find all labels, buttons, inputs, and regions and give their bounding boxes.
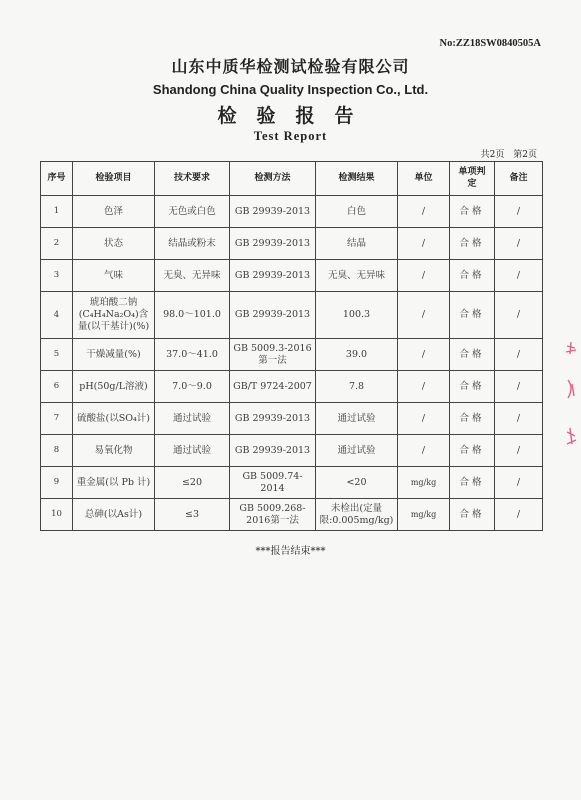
item-verdict: 合格 — [450, 467, 495, 499]
row-number: 1 — [41, 196, 73, 228]
item-verdict: 合格 — [450, 371, 495, 403]
remark: / — [495, 467, 543, 499]
row-number: 7 — [41, 403, 73, 435]
technical-requirement: 通过试验 — [155, 403, 230, 435]
unit: / — [398, 292, 450, 339]
remark: / — [495, 371, 543, 403]
column-header: 技术要求 — [155, 162, 230, 196]
unit: / — [398, 196, 450, 228]
remark: / — [495, 260, 543, 292]
test-method: GB 5009.3-2016第一法 — [230, 339, 316, 371]
report-title-en: Test Report — [253, 129, 328, 143]
report-number: No:ZZ18SW0840505A — [439, 38, 541, 49]
test-result: 未检出(定量限:0.005mg/kg) — [316, 499, 398, 531]
test-method: GB/T 9724-2007 — [230, 371, 316, 403]
table-row — [41, 371, 543, 403]
column-header: 序号 — [41, 162, 73, 196]
test-item: 琥珀酸二钠(C₄H₄Na₂O₄)含量(以干基计)(%) — [73, 292, 155, 339]
row-number: 6 — [41, 371, 73, 403]
test-method: GB 5009.268-2016第一法 — [230, 499, 316, 531]
test-method: GB 29939-2013 — [230, 260, 316, 292]
item-verdict: 合格 — [450, 403, 495, 435]
technical-requirement: 结晶或粉末 — [155, 228, 230, 260]
remark: / — [495, 339, 543, 371]
results-table — [40, 161, 543, 531]
test-method: GB 29939-2013 — [230, 292, 316, 339]
item-verdict: 合格 — [450, 435, 495, 467]
test-result: 结晶 — [316, 228, 398, 260]
item-verdict: 合格 — [450, 339, 495, 371]
unit: mg/kg — [398, 467, 450, 499]
column-header: 检验项目 — [73, 162, 155, 196]
item-verdict: 合格 — [450, 292, 495, 339]
test-item: 色泽 — [73, 196, 155, 228]
test-method: GB 5009.74-2014 — [230, 467, 316, 499]
remark: / — [495, 196, 543, 228]
item-verdict: 合格 — [450, 260, 495, 292]
technical-requirement: 37.0～41.0 — [155, 339, 230, 371]
column-header: 单项判定 — [450, 162, 495, 196]
item-verdict: 合格 — [450, 499, 495, 531]
technical-requirement: 7.0～9.0 — [155, 371, 230, 403]
company-name-en: Shandong China Quality Inspection Co., Ltd. — [152, 82, 429, 97]
test-item: 气味 — [73, 260, 155, 292]
remark: / — [495, 228, 543, 260]
test-method: GB 29939-2013 — [230, 228, 316, 260]
technical-requirement: ≤3 — [155, 499, 230, 531]
test-item: 易氧化物 — [73, 435, 155, 467]
remark: / — [495, 292, 543, 339]
row-number: 9 — [41, 467, 73, 499]
test-result: 7.8 — [316, 371, 398, 403]
test-item: 硫酸盐(以SO₄计) — [73, 403, 155, 435]
table-row — [41, 196, 543, 228]
test-result: <20 — [316, 467, 398, 499]
report-title-cn: 检验报告 — [217, 105, 374, 127]
company-name-cn: 山东中质华检测试检验有限公司 — [171, 57, 410, 76]
unit: / — [398, 228, 450, 260]
test-item: pH(50g/L溶液) — [73, 371, 155, 403]
row-number: 2 — [41, 228, 73, 260]
technical-requirement: 通过试验 — [155, 435, 230, 467]
test-result: 100.3 — [316, 292, 398, 339]
remark: / — [495, 435, 543, 467]
unit: mg/kg — [398, 499, 450, 531]
test-item: 总砷(以As计) — [73, 499, 155, 531]
table-header-row — [41, 162, 543, 196]
item-verdict: 合格 — [450, 196, 495, 228]
column-header: 检测方法 — [230, 162, 316, 196]
row-number: 8 — [41, 435, 73, 467]
table-row — [41, 260, 543, 292]
column-header: 单位 — [398, 162, 450, 196]
test-result: 白色 — [316, 196, 398, 228]
page-count: 共2页 第2页 — [480, 150, 537, 160]
table-row — [41, 339, 543, 371]
column-header: 检测结果 — [316, 162, 398, 196]
unit: / — [398, 260, 450, 292]
report-end-mark: ***报告结束*** — [255, 546, 326, 557]
row-number: 5 — [41, 339, 73, 371]
test-method: GB 29939-2013 — [230, 196, 316, 228]
test-item: 重金属(以 Pb 计) — [73, 467, 155, 499]
table-row — [41, 467, 543, 499]
row-number: 3 — [41, 260, 73, 292]
test-item: 干燥减量(%) — [73, 339, 155, 371]
table-row — [41, 435, 543, 467]
unit: / — [398, 435, 450, 467]
row-number: 4 — [41, 292, 73, 339]
remark: / — [495, 499, 543, 531]
test-method: GB 29939-2013 — [230, 435, 316, 467]
unit: / — [398, 371, 450, 403]
test-item: 状态 — [73, 228, 155, 260]
seal-stamp-fragment — [564, 340, 578, 460]
technical-requirement: 98.0～101.0 — [155, 292, 230, 339]
table-row — [41, 228, 543, 260]
unit: / — [398, 403, 450, 435]
table-row — [41, 403, 543, 435]
row-number: 10 — [41, 499, 73, 531]
technical-requirement: ≤20 — [155, 467, 230, 499]
unit: / — [398, 339, 450, 371]
item-verdict: 合格 — [450, 228, 495, 260]
column-header: 备注 — [495, 162, 543, 196]
table-row — [41, 292, 543, 339]
test-result: 通过试验 — [316, 435, 398, 467]
test-result: 通过试验 — [316, 403, 398, 435]
test-result: 39.0 — [316, 339, 398, 371]
test-result: 无臭、无异味 — [316, 260, 398, 292]
remark: / — [495, 403, 543, 435]
table-row — [41, 499, 543, 531]
technical-requirement: 无色或白色 — [155, 196, 230, 228]
technical-requirement: 无臭、无异味 — [155, 260, 230, 292]
test-method: GB 29939-2013 — [230, 403, 316, 435]
